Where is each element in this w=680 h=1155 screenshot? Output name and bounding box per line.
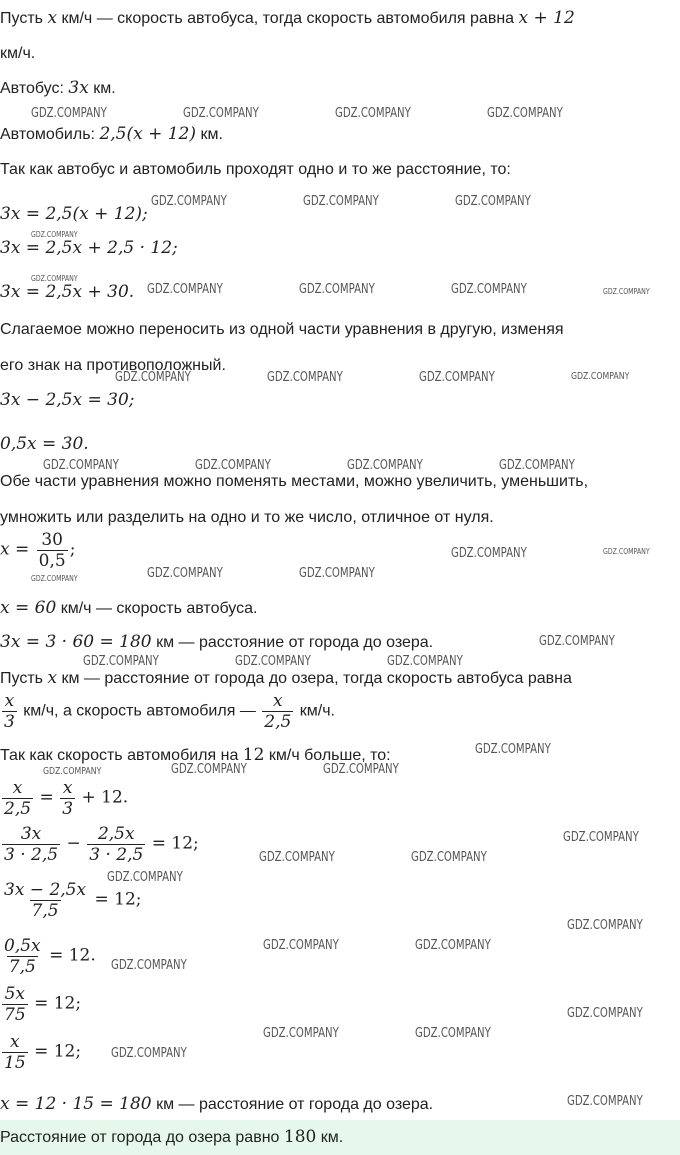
text-line: умножить или разделить на одно и то же число, отличное от нуля. (0, 509, 494, 526)
equation: $\frac{x}{2,5}$ = $\frac{x}{3}$ + 12. (4, 778, 129, 819)
watermark: GDZ.COMPANY (263, 1026, 339, 1041)
text-line: Автобус: 3x км. (0, 78, 116, 98)
text-line: $\frac{x}{3}$ км/ч, а скорость автомобиля — $\frac{x}{2,5}$ км/ч. (4, 691, 335, 732)
answer-text: Расстояние от города до озера равно 180 км. (0, 1127, 344, 1147)
watermark: GDZ.COMPANY (603, 287, 650, 296)
text-line: Обе части уравнения можно поменять местами, можно увеличить, уменьшить, (0, 473, 589, 490)
watermark: GDZ.COMPANY (31, 230, 78, 239)
watermark: GDZ.COMPANY (31, 574, 78, 583)
watermark: GDZ.COMPANY (539, 634, 615, 649)
watermark: GDZ.COMPANY (567, 1006, 643, 1021)
watermark: GDZ.COMPANY (567, 1094, 643, 1109)
watermark: GDZ.COMPANY (415, 1026, 491, 1041)
equation: x = $\frac{30}{0,5}$ ; (0, 530, 76, 571)
watermark: GDZ.COMPANY (387, 654, 463, 669)
watermark: GDZ.COMPANY (347, 458, 423, 473)
watermark: GDZ.COMPANY (267, 370, 343, 385)
watermark: GDZ.COMPANY (115, 370, 191, 385)
watermark: GDZ.COMPANY (195, 458, 271, 473)
watermark: GDZ.COMPANY (235, 654, 311, 669)
equation: 3x = 2,5x + 30. (0, 282, 135, 302)
watermark: GDZ.COMPANY (111, 1046, 187, 1061)
watermark: GDZ.COMPANY (451, 282, 527, 297)
equation: $\frac{x}{15}$ = 12; (4, 1032, 82, 1073)
watermark: GDZ.COMPANY (151, 194, 227, 209)
text-line: 3x = 3 · 60 = 180 км — расстояние от города до озера. (0, 632, 434, 652)
watermark: GDZ.COMPANY (147, 566, 223, 581)
text-line: x = 60 км/ч — скорость автобуса. (0, 598, 258, 618)
watermark: GDZ.COMPANY (183, 106, 259, 121)
text-line: Так как скорость автомобиля на 12 км/ч больше, то: (0, 745, 391, 765)
watermark: GDZ.COMPANY (499, 458, 575, 473)
watermark: GDZ.COMPANY (415, 938, 491, 953)
watermark: GDZ.COMPANY (31, 274, 78, 283)
watermark: GDZ.COMPANY (455, 194, 531, 209)
watermark: GDZ.COMPANY (111, 958, 187, 973)
watermark: GDZ.COMPANY (263, 938, 339, 953)
equation: $\frac{3x - 2,5x}{7,5}$ = 12; (4, 880, 142, 921)
equation: 3x − 2,5x = 30; (0, 390, 135, 410)
text-line: Пусть x км/ч — скорость автобуса, тогда скорость автомобиля равна x + 12 (0, 8, 575, 28)
watermark: GDZ.COMPANY (171, 762, 247, 777)
watermark: GDZ.COMPANY (451, 546, 527, 561)
watermark: GDZ.COMPANY (567, 918, 643, 933)
watermark: GDZ.COMPANY (83, 654, 159, 669)
watermark: GDZ.COMPANY (299, 282, 375, 297)
equation: 3x = 2,5x + 2,5 · 12; (0, 238, 178, 258)
watermark: GDZ.COMPANY (571, 371, 630, 382)
watermark: GDZ.COMPANY (335, 106, 411, 121)
watermark: GDZ.COMPANY (411, 850, 487, 865)
watermark: GDZ.COMPANY (475, 742, 551, 757)
answer-box (0, 1120, 680, 1155)
text-line: его знак на противоположный. (0, 357, 226, 374)
text-line: x = 12 · 15 = 180 км — расстояние от города до озера. (0, 1094, 434, 1114)
watermark: GDZ.COMPANY (259, 850, 335, 865)
equation: $\frac{0,5x}{7,5}$ = 12. (4, 936, 96, 977)
watermark: GDZ.COMPANY (487, 106, 563, 121)
equation: $\frac{5x}{75}$ = 12; (4, 984, 82, 1025)
watermark: GDZ.COMPANY (323, 762, 399, 777)
equation: $\frac{3x}{3 \cdot 2,5}$ − $\frac{2,5x}{3 \cdot 2,5}$ = 12; (4, 824, 199, 865)
text-line: Слагаемое можно переносить из одной части уравнения в другую, изменяя (0, 321, 564, 338)
watermark: GDZ.COMPANY (303, 194, 379, 209)
text-line: Пусть x км — расстояние от города до озера, тогда скорость автобуса равна (0, 668, 572, 688)
watermark: GDZ.COMPANY (147, 282, 223, 297)
watermark: GDZ.COMPANY (107, 870, 183, 885)
watermark: GDZ.COMPANY (419, 370, 495, 385)
text-line: Автомобиль: 2,5(x + 12) км. (0, 124, 223, 144)
text-line: Так как автобус и автомобиль проходят одно и то же расстояние, то: (0, 161, 511, 178)
watermark: GDZ.COMPANY (31, 106, 107, 121)
watermark: GDZ.COMPANY (43, 766, 102, 777)
watermark: GDZ.COMPANY (563, 830, 639, 845)
text-line: км/ч. (0, 45, 36, 62)
watermark: GDZ.COMPANY (603, 547, 650, 556)
watermark: GDZ.COMPANY (299, 566, 375, 581)
equation: 3x = 2,5(x + 12); (0, 204, 148, 224)
watermark: GDZ.COMPANY (43, 458, 119, 473)
equation: 0,5x = 30. (0, 434, 89, 454)
